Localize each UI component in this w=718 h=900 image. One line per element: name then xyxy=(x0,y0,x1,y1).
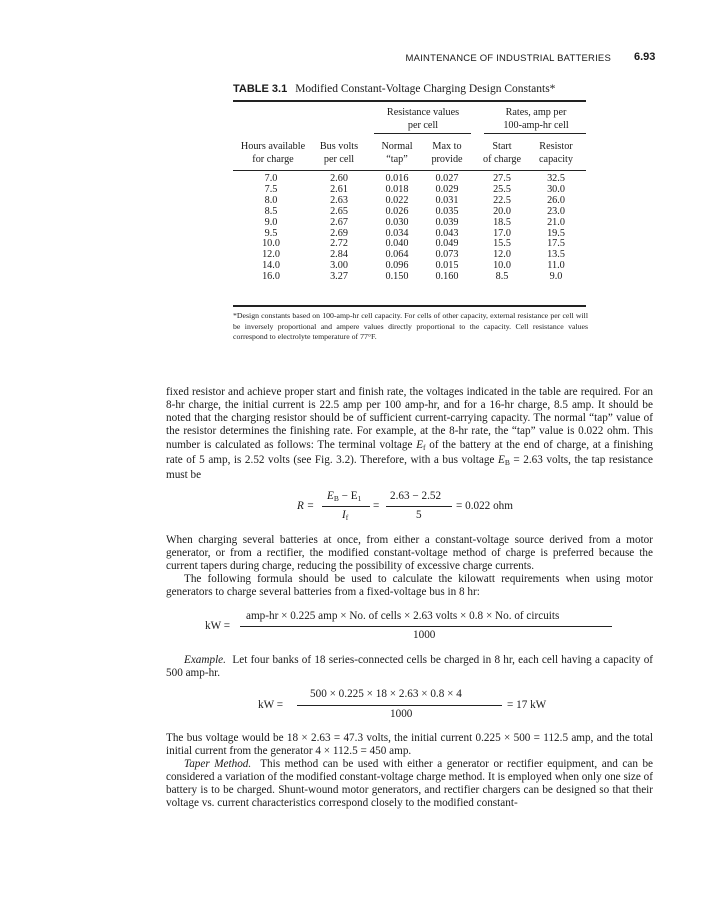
table-caption xyxy=(233,83,555,95)
eq1-result: = 0.022 ohm xyxy=(456,500,513,512)
eq2-lhs: kW = xyxy=(205,620,231,632)
paragraph-1: fixed resistor and achieve proper start and finish rate, the voltages indicated in the table are required. For an 8-hr charge, the initial current is 22.5 amp per 100 amp-hr, and for a 16-hr charge, 8.5 amp. It should be noted that the charging resistor should be of sufficient current-carrying capacity. The normal “tap” value of the resistor determines the finishing rate. For example, at the 8-hr rate, the “tap” value is 0.022 ohm. This number is calculated as follows: The terminal voltage $E_f$ of the battery at the end of charge, at a finishing rate of 5 amp, is 2.52 volts (see Fig. 3.2). Therefore, with a bus voltage $E_B = 2.63$ volts, the tap resistance must be xyxy=(166,386,654,481)
table-footnote: *Design constants based on 100-amp-hr cell capacity. For cells of other capacity, external resistance per cell will be inversely proportional and ampere values directly proportional to the capacity. Cell resistance values correspond to electrolyte temperature of 77°F. xyxy=(233,311,588,342)
paragraph-4: The bus voltage would be 18 × 2.63 = 47.3 volts, the initial current 0.225 × 500 = 112.5 amp, and the total initial current from the generator 4 × 112.5 = 450 amp. xyxy=(166,732,653,758)
table-cell-hours: 7.0 xyxy=(264,173,278,184)
resistance-group-header: Resistance values per cell xyxy=(386,107,460,131)
table-cell-resistor: 30.0 xyxy=(547,183,565,195)
table-cell-hours: 14.0 xyxy=(262,260,280,272)
table-cell-hours: 10.0 xyxy=(262,238,280,250)
table-cell-max: 0.035 xyxy=(435,205,459,217)
table-cell-normal: 0.150 xyxy=(385,271,409,283)
eq1-lhs: R = xyxy=(297,500,315,512)
eq1-numerator: $E_B - E_1$ xyxy=(327,490,362,503)
table-cell-start: 12.0 xyxy=(493,249,511,261)
eq1-denominator: $I_f$ xyxy=(342,509,349,522)
col-header-bus: Bus volts per cell xyxy=(319,141,359,165)
example-paragraph: Example. Let four banks of 18 series-connected cells be charged in 8 hr, each cell having a capacity of 500 amp-hr. xyxy=(166,654,654,680)
table-cell-max: 0.160 xyxy=(435,271,459,283)
column-normal-tap xyxy=(375,174,419,283)
table-cell-max: 0.043 xyxy=(435,227,459,239)
table-cell-hours: 7.5 xyxy=(264,183,278,195)
table-cell-resistor: 11.0 xyxy=(547,260,565,272)
table-cell-hours: 9.0 xyxy=(264,216,278,228)
col-header-start: Start of charge xyxy=(483,141,521,165)
eq1-fraction-bar xyxy=(322,506,370,507)
paragraph-2: When charging several batteries at once, from either a constant-voltage source derived from a motor generator, or from a rectifier, the modified constant-voltage method of charge is preferred because the current tapers during charge, reducing the possibility of excessive charge currents. xyxy=(166,534,653,573)
column-max-provide xyxy=(425,174,469,283)
table-cell-max: 0.031 xyxy=(435,194,459,206)
table-cell-resistor: 23.0 xyxy=(547,205,565,217)
column-bus-volts xyxy=(314,174,364,283)
table-cell-max: 0.027 xyxy=(435,173,459,184)
table-cell-start: 27.5 xyxy=(493,173,511,184)
table-cell-normal: 0.096 xyxy=(385,260,409,272)
table-cell-bus: 2.67 xyxy=(330,216,348,228)
table-cell-start: 20.0 xyxy=(493,205,511,217)
table-title: Modified Constant-Voltage Charging Design Constants* xyxy=(295,83,556,95)
rates-group-rule xyxy=(484,133,586,134)
table-cell-resistor: 21.0 xyxy=(547,216,565,228)
table-cell-start: 25.5 xyxy=(493,183,511,195)
taper-method-paragraph: Taper Method. This method can be used with either a generator or rectifier equipment, and can be considered a variation of the modified constant-voltage charge method. It is employed when only one size of battery is to be charged. Shunt-wound motor generators, and rectifier chargers can be designed so that their voltage vs. current characteristics correspond closely to the modified constant- xyxy=(166,758,653,810)
header-bottom-rule xyxy=(233,170,586,171)
table-cell-normal: 0.026 xyxy=(385,205,409,217)
resistance-group-rule xyxy=(374,133,471,134)
eq1-denominator-2: 5 xyxy=(416,509,422,521)
eq1-equals: = xyxy=(373,500,380,512)
table-cell-normal: 0.030 xyxy=(385,216,409,228)
table-cell-max: 0.073 xyxy=(435,249,459,261)
table-cell-normal: 0.040 xyxy=(385,238,409,250)
example-label: Example. xyxy=(184,654,226,666)
table-cell-resistor: 19.5 xyxy=(547,227,565,239)
table-cell-hours: 12.0 xyxy=(262,249,280,261)
eq3-denominator: 1000 xyxy=(390,708,413,720)
table-cell-max: 0.039 xyxy=(435,216,459,228)
table-cell-max: 0.049 xyxy=(435,238,459,250)
column-hours xyxy=(246,174,296,283)
column-start-rate xyxy=(482,174,522,283)
table-cell-start: 17.0 xyxy=(493,227,511,239)
rates-group-header: Rates, amp per 100-amp-hr cell xyxy=(503,107,569,131)
eq3-numerator: 500 × 0.225 × 18 × 2.63 × 0.8 × 4 xyxy=(310,688,462,700)
col-header-normal: Normal “tap” xyxy=(381,141,413,165)
table-cell-resistor: 26.0 xyxy=(547,194,565,206)
eq1-fraction-bar-2 xyxy=(386,506,452,507)
table-cell-bus: 2.84 xyxy=(330,249,348,261)
table-cell-bus: 3.27 xyxy=(330,271,348,283)
table-cell-hours: 8.5 xyxy=(264,205,278,217)
table-cell-start: 15.5 xyxy=(493,238,511,250)
eq2-denominator: 1000 xyxy=(413,629,436,641)
page-number: 6.93 xyxy=(634,51,656,63)
col-header-resistor: Resistor capacity xyxy=(539,141,573,165)
column-resistor-capacity xyxy=(536,174,576,283)
table-cell-resistor: 17.5 xyxy=(547,238,565,250)
eq3-result: = 17 kW xyxy=(507,699,547,711)
table-cell-normal: 0.016 xyxy=(385,173,409,184)
taper-method-label: Taper Method. xyxy=(184,758,252,770)
table-cell-normal: 0.022 xyxy=(385,194,409,206)
table-cell-bus: 2.69 xyxy=(330,227,348,239)
table-cell-hours: 9.5 xyxy=(264,227,278,239)
table-cell-start: 22.5 xyxy=(493,194,511,206)
table-cell-normal: 0.064 xyxy=(385,249,409,261)
table-cell-hours: 8.0 xyxy=(264,194,278,206)
col-header-max: Max to provide xyxy=(431,141,463,165)
table-cell-normal: 0.034 xyxy=(385,227,409,239)
table-label: TABLE 3.1 xyxy=(233,83,288,95)
table-cell-max: 0.029 xyxy=(435,183,459,195)
table-cell-max: 0.015 xyxy=(435,260,459,272)
eq1-numerator-2: 2.63 − 2.52 xyxy=(390,490,442,502)
table-cell-resistor: 32.5 xyxy=(547,173,565,184)
eq3-fraction-bar xyxy=(297,705,502,706)
table-cell-bus: 2.63 xyxy=(330,194,348,206)
table-cell-bus: 2.65 xyxy=(330,205,348,217)
table-cell-bus: 2.72 xyxy=(330,238,348,250)
eq2-numerator: amp-hr × 0.225 amp × No. of cells × 2.63 volts × 0.8 × No. of circuits xyxy=(246,610,560,622)
table-cell-start: 18.5 xyxy=(493,216,511,228)
table-cell-bus: 2.60 xyxy=(330,173,348,184)
table-cell-hours: 16.0 xyxy=(262,271,280,283)
paragraph-3: The following formula should be used to calculate the kilowatt requirements when using motor generators to charge several batteries from a fixed-voltage bus in 8 hr: xyxy=(166,573,653,599)
table-cell-normal: 0.018 xyxy=(385,183,409,195)
col-header-hours: Hours available for charge xyxy=(240,141,306,165)
eq2-fraction-bar xyxy=(240,626,612,627)
running-title: MAINTENANCE OF INDUSTRIAL BATTERIES xyxy=(405,53,611,64)
table-cell-start: 10.0 xyxy=(493,260,511,272)
table-cell-start: 8.5 xyxy=(495,271,509,283)
table-bottom-rule xyxy=(233,305,586,307)
table-cell-resistor: 9.0 xyxy=(549,271,563,283)
table-cell-bus: 2.61 xyxy=(330,183,348,195)
eq3-lhs: kW = xyxy=(258,699,284,711)
table-cell-resistor: 13.5 xyxy=(547,249,565,261)
table-top-rule xyxy=(233,100,586,102)
table-cell-bus: 3.00 xyxy=(330,260,348,272)
